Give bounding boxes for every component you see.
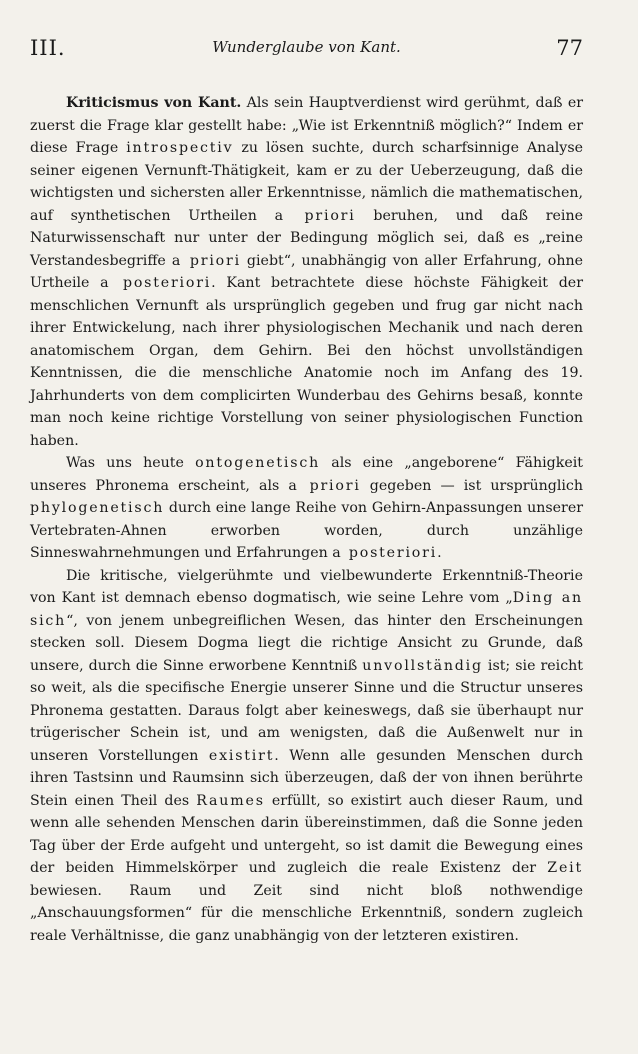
text-run: giebt“, unabhängig von aller Erfahrung, ohne Urtheile xyxy=(30,252,583,291)
spaced-emphasis: Ding an sich xyxy=(30,590,583,629)
spaced-emphasis: Zeit xyxy=(547,860,583,876)
text-run: gegeben — ist ursprünglich xyxy=(360,477,583,494)
spaced-emphasis: a posteriori xyxy=(332,545,438,561)
text-run: ist; sie reicht so weit, als die specifische Energie unserer Sinne und die Structur unseres Phronema gestatten. Daraus folgt aber keineswegs, daß sie überhaupt nur trügerischer Schein ist, und am wenigsten, daß die Außenwelt nur in unseren Vorstellungen xyxy=(30,657,583,764)
spaced-emphasis: ontogenetisch xyxy=(195,455,321,471)
text-run: erfüllt, so existirt auch dieser Raum, und wenn alle sehenden Menschen darin übereinstimmen, daß die Sonne jeden Tag über der Erde aufgeht und untergeht, so ist damit die Bewegung eines der beiden Himmelskörper und zugleich die reale Existenz der xyxy=(30,792,583,876)
text-run: Als sein Hauptverdienst wird gerühmt, daß er zuerst die Frage klar gestellt habe: „Wie ist Erkenntniß möglich?“ Indem er diese Frage xyxy=(30,95,583,156)
spaced-emphasis: unvollständig xyxy=(362,657,483,674)
text-run: beruhen, und daß reine Naturwissenschaft nur unter der Bedingung möglich sei, daß es „reine Verstandesbegriffe xyxy=(30,207,584,269)
spaced-emphasis: a priori xyxy=(171,252,241,269)
paragraph xyxy=(30,92,583,452)
chapter-number: III. xyxy=(30,36,66,60)
spaced-emphasis: Raumes xyxy=(196,792,265,809)
spaced-emphasis: phylogenetisch xyxy=(30,500,165,516)
paragraph xyxy=(30,452,583,565)
text-run: . xyxy=(437,545,442,561)
text-run: . Wenn alle gesunden Menschen durch ihren Tastsinn und Raumsinn sich überzeugen, daß der von ihnen berührte Stein einen Theil des xyxy=(30,747,583,809)
spaced-emphasis: a posteriori xyxy=(100,275,212,291)
page-number: 77 xyxy=(556,36,583,60)
paragraph xyxy=(30,565,583,948)
text-run: “, von jenem unbegreiflichen Wesen, das hinter den Erscheinungen stecken soll. Diesem Dogma liegt die richtige Ansicht zu Grunde, daß unsere, durch die Sinne erworbene Kenntniß xyxy=(30,612,583,674)
text-run: Die kritische, vielgerühmte und vielbewunderte Erkenntniß-Theorie von Kant ist demnach ebenso dogmatisch, wie seine Lehre vom „ xyxy=(30,567,583,606)
spaced-emphasis: a priori xyxy=(288,477,361,494)
text-run: zu lösen suchte, durch scharfsinnige Analyse seiner eigenen Vernunft-Thätigkeit, kam er zu der Ueberzeugung, daß die wichtigsten und sichersten aller Erkenntnisse, nämlich die mathematischen, auf synthetischen Urtheilen xyxy=(30,140,584,224)
spaced-emphasis: existirt xyxy=(208,747,275,764)
text-run: Was uns heute xyxy=(66,455,196,471)
spaced-emphasis: introspectiv xyxy=(126,140,234,156)
text-run: . Kant betrachtete diese höchste Fähigkeit der menschlichen Vernunft als ursprünglich gegeben und frug gar nicht nach ihrer Entwickelung, nach ihrer physiologischen Mechanik und nach deren anatomischem Organ, dem Gehirn. Bei den höchst unvollständigen Kenntnissen, die die menschliche Anatomie noch im Anfang des 19. Jahrhunderts von dem complicirten Wunderbau des Gehirns besaß, konnte man noch keine richtige Vorstellung von seiner physiologischen Function haben. xyxy=(30,275,583,449)
page-header xyxy=(30,30,583,62)
text-run: als eine „angeborene“ Fähigkeit unseres Phronema erscheint, als xyxy=(30,455,583,494)
text-run: durch eine lange Reihe von Gehirn-Anpassungen unserer Vertebraten-Ahnen erworben worden, durch unzählige Sinneswahrnehmungen und Erfahrungen xyxy=(30,500,583,561)
text-run: bewiesen. Raum und Zeit sind nicht bloß nothwendige „Anschauungsformen“ für die menschliche Erkenntniß, sondern zugleich reale Verhältnisse, die ganz unabhängig von der letzteren existiren. xyxy=(30,882,583,944)
body-text xyxy=(30,92,583,947)
running-title: Wunderglaube von Kant. xyxy=(212,38,401,56)
spaced-emphasis: a priori xyxy=(274,207,356,224)
section-heading: Kriticismus von Kant. xyxy=(66,95,242,111)
